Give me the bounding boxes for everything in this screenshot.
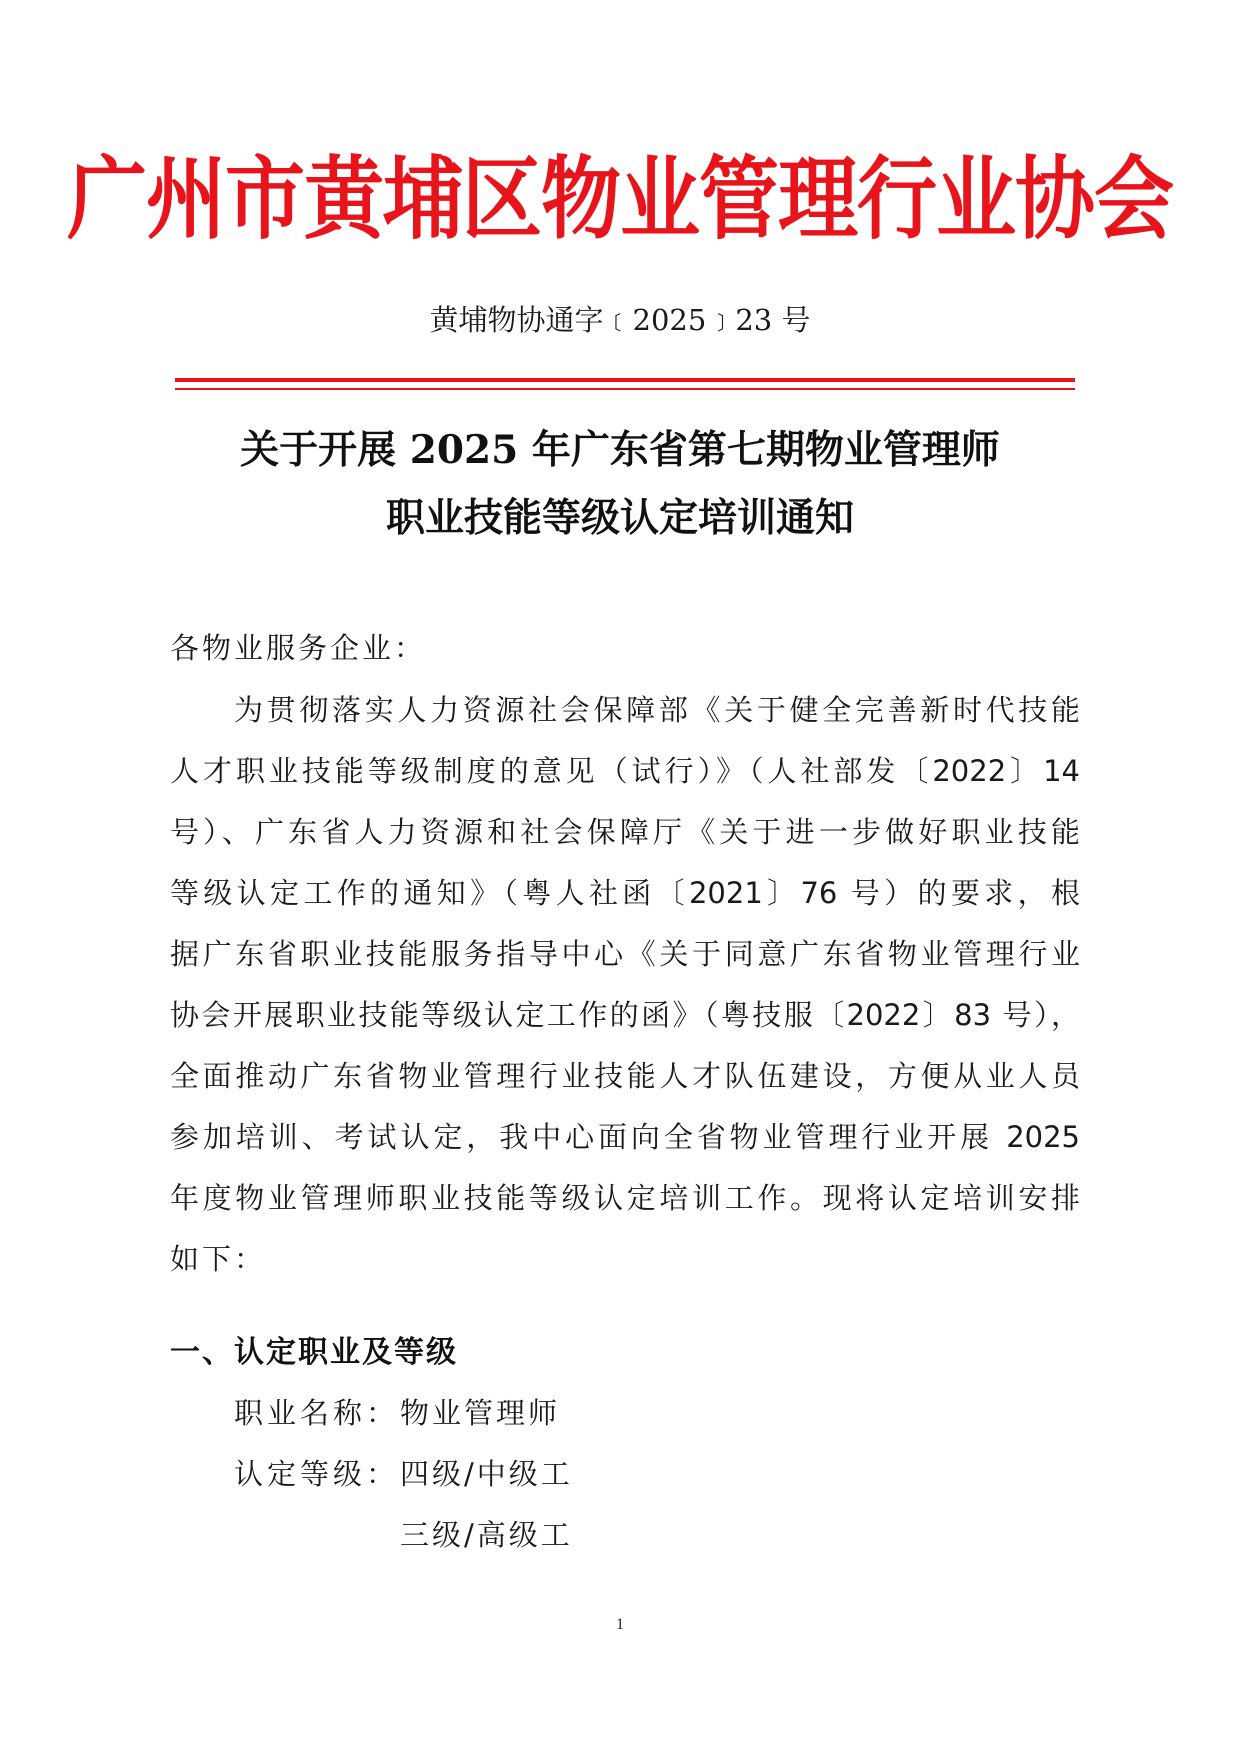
document-number: 黄埔物协通字﹝2025﹞23 号 xyxy=(429,303,811,337)
org-name-header: 广州市黄埔区物业管理行业协会 xyxy=(67,147,1173,252)
body-line: 参加培训、考试认定，我中心面向全省物业管理行业开展 2025 xyxy=(170,1120,1080,1154)
body-line: 人才职业技能等级制度的意见（试行）》（人社部发〔2022〕14 xyxy=(170,754,1080,788)
body-line: 据广东省职业技能服务指导中心《关于同意广东省物业管理行业 xyxy=(170,937,1080,971)
section-heading: 一、认定职业及等级 xyxy=(170,1335,458,1370)
level-label: 认定等级： xyxy=(234,1457,400,1491)
level-value: 四级/中级工 xyxy=(400,1457,573,1491)
occupation-label: 职业名称： xyxy=(234,1396,400,1430)
red-divider-thin xyxy=(175,388,1075,390)
notice-title-line-1: 关于开展 2025 年广东省第七期物业管理师 xyxy=(240,427,1000,473)
level-value: 三级/高级工 xyxy=(400,1518,573,1552)
body-line: 等级认定工作的通知》（粤人社函〔2021〕76 号）的要求，根 xyxy=(170,876,1080,910)
body-line: 如下： xyxy=(170,1242,267,1276)
body-line: 号）、广东省人力资源和社会保障厅《关于进一步做好职业技能 xyxy=(170,815,1080,849)
notice-title-line-2: 职业技能等级认定培训通知 xyxy=(385,495,854,541)
salutation: 各物业服务企业： xyxy=(170,631,427,665)
body-line: 全面推动广东省物业管理行业技能人才队伍建设，方便从业人员 xyxy=(170,1059,1080,1093)
occupation-value: 物业管理师 xyxy=(400,1396,561,1430)
page-number: 1 xyxy=(616,1616,624,1633)
body-line: 年度物业管理师职业技能等级认定培训工作。现将认定培训安排 xyxy=(170,1181,1080,1215)
red-divider-thick xyxy=(175,378,1075,382)
body-line: 协会开展职业技能等级认定工作的函》（粤技服〔2022〕83 号）， xyxy=(170,998,1080,1032)
body-line: 为贯彻落实人力资源社会保障部《关于健全完善新时代技能 xyxy=(234,693,1080,727)
